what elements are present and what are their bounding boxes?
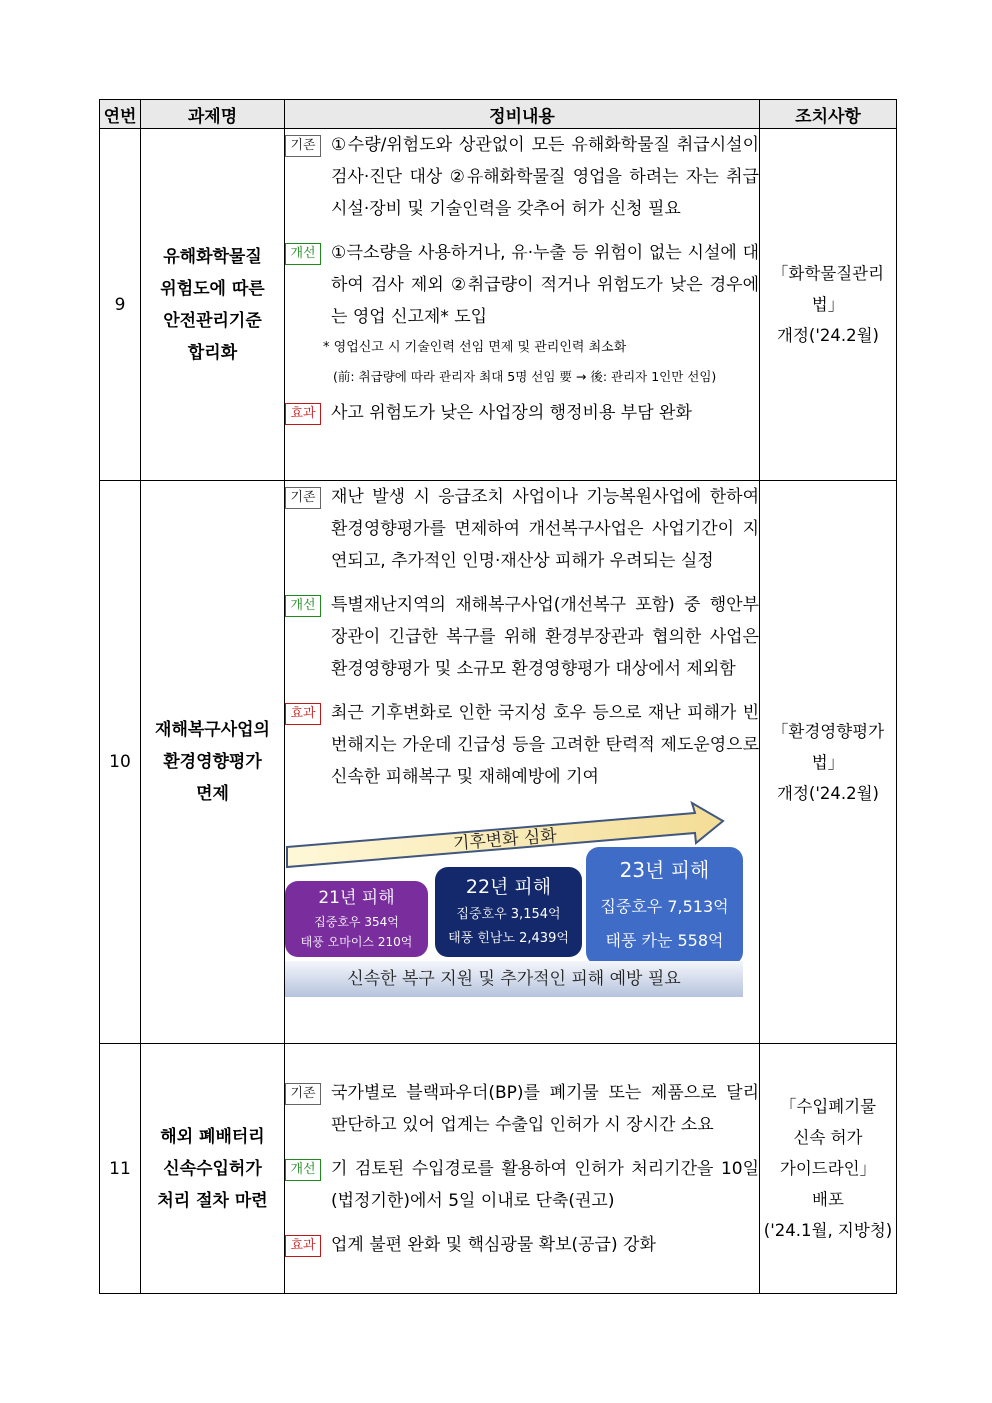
task-title: 재해복구사업의 환경영향평가 면제 xyxy=(141,481,285,1044)
header-content: 정비내용 xyxy=(285,100,760,129)
table-header-row xyxy=(100,100,897,129)
action-cell: 「환경영향평가법」 개정('24.2월) xyxy=(760,481,897,1044)
table-row xyxy=(100,481,897,1044)
after-item xyxy=(285,1153,759,1217)
effect-text: 업계 불편 완화 및 핵심광물 확보(공급) 강화 xyxy=(331,1234,656,1255)
effect-tag: 효과 xyxy=(285,703,321,725)
table-row xyxy=(100,129,897,481)
after-tag: 개선 xyxy=(285,595,321,617)
before-text: 국가별로 블랙파우더(BP)를 폐기물 또는 제품으로 달리 판단하고 있어 업계는 수출입 인허가 시 장시간 소요 xyxy=(331,1082,759,1135)
damage-box-21: 21년 피해 집중호우 354억 태풍 오마이스 210억 xyxy=(285,881,428,957)
effect-text: 사고 위험도가 낮은 사업장의 행정비용 부담 완화 xyxy=(331,403,692,423)
after-item xyxy=(285,589,759,685)
after-text: 기 검토된 수입경로를 활용하여 인허가 처리기간을 10일(법정기한)에서 5일 이내로 단축(권고) xyxy=(331,1158,759,1211)
before-item xyxy=(285,1077,759,1141)
header-num: 연번 xyxy=(100,100,141,129)
before-text: ①수량/위험도와 상관없이 모든 유해화학물질 취급시설이 검사·진단 대상 ②유해화학물질 영업을 하려는 자는 취급시설·장비 및 기술인력을 갖추어 허가 신청 필요 xyxy=(331,135,759,219)
row-number: 10 xyxy=(100,481,141,1044)
after-tag: 개선 xyxy=(285,243,321,265)
after-item xyxy=(285,237,759,333)
action-cell: 「화학물질관리법」 개정('24.2월) xyxy=(760,129,897,481)
row-number: 11 xyxy=(100,1044,141,1294)
figure-caption: 신속한 복구 지원 및 추가적인 피해 예방 필요 xyxy=(285,961,743,997)
task-title: 유해화학물질 위험도에 따른 안전관리기준 합리화 xyxy=(141,129,285,481)
effect-item xyxy=(285,697,759,793)
before-tag: 기존 xyxy=(285,487,321,509)
footnote: * 영업신고 시 기술인력 선임 면제 및 관리인력 최소화 xyxy=(323,340,627,355)
effect-text: 최근 기후변화로 인한 국지성 호우 등으로 재난 피해가 빈번해지는 가운데 긴급성 등을 고려한 탄력적 제도운영으로 신속한 피해복구 및 재해예방에 기여 xyxy=(331,703,759,787)
after-text: ①극소량을 사용하거나, 유·누출 등 위험이 없는 시설에 대하여 검사 제외 ②취급량이 적거나 위험도가 낮은 경우에는 영업 신고제* 도입 xyxy=(331,243,759,327)
before-item xyxy=(285,481,759,577)
reform-content xyxy=(285,129,760,481)
action-cell: 「수입폐기물 신속 허가 가이드라인」 배포 ('24.1월, 지방청) xyxy=(760,1044,897,1294)
table-row xyxy=(100,1044,897,1294)
effect-tag: 효과 xyxy=(285,403,321,425)
reform-content xyxy=(285,1044,760,1294)
after-text: 특별재난지역의 재해복구사업(개선복구 포함) 중 행안부장관이 긴급한 복구를 위해 환경부장관과 협의한 사업은 환경영향평가 및 소규모 환경영향평가 대상에서 제외함 xyxy=(331,595,759,679)
before-tag: 기존 xyxy=(285,135,321,157)
task-title: 해외 폐배터리 신속수입허가 처리 절차 마련 xyxy=(141,1044,285,1294)
before-item xyxy=(285,129,759,225)
header-title: 과제명 xyxy=(141,100,285,129)
reform-table xyxy=(99,99,897,1294)
after-tag: 개선 xyxy=(285,1159,321,1181)
damage-box-22: 22년 피해 집중호우 3,154억 태풍 힌남노 2,439억 xyxy=(435,867,582,957)
before-text: 재난 발생 시 응급조치 사업이나 기능복원사업에 한하여 환경영향평가를 면제하여 개선복구사업은 사업기간이 지연되고, 추가적인 인명·재산상 피해가 우려되는 실정 xyxy=(331,487,759,571)
reform-content xyxy=(285,481,760,1044)
header-action: 조치사항 xyxy=(760,100,897,129)
damage-box-23: 23년 피해 집중호우 7,513억 태풍 카눈 558억 xyxy=(586,847,743,965)
effect-tag: 효과 xyxy=(285,1235,321,1257)
arrow-label: 기후변화 심화 xyxy=(452,825,558,855)
row-number: 9 xyxy=(100,129,141,481)
effect-item xyxy=(285,1229,759,1261)
before-tag: 기존 xyxy=(285,1083,321,1105)
effect-item xyxy=(285,397,759,429)
damage-figure xyxy=(285,801,745,1001)
footnote-detail: (前: 취급량에 따라 관리자 최대 5명 선임 要 → 後: 관리자 1인만 선임) xyxy=(333,369,717,384)
